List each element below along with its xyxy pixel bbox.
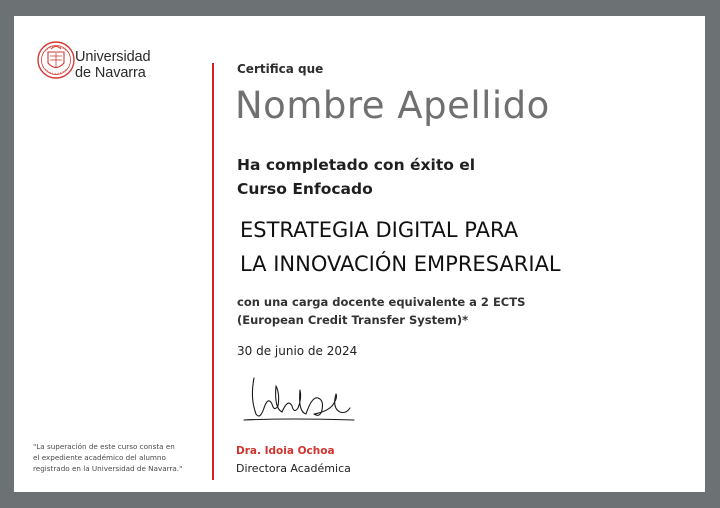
ects-line2: (European Credit Transfer System)* — [237, 313, 469, 327]
ects-statement — [237, 293, 525, 329]
recipient-name: Nombre Apellido — [235, 84, 550, 127]
certificate-sheet — [14, 16, 705, 492]
footnote-line1: "La superación de este curso consta en — [33, 442, 175, 451]
completion-line2: Curso Enfocado — [237, 180, 373, 198]
university-name-line1: Universidad — [75, 49, 151, 65]
footnote — [33, 441, 208, 474]
signatory-name: Dra. Idoia Ochoa — [236, 445, 335, 457]
course-title-line2: LA INNOVACIÓN EMPRESARIAL — [240, 252, 561, 276]
signatory-title: Directora Académica — [236, 462, 351, 475]
footnote-line2: el expediente académico del alumno — [33, 453, 166, 462]
vertical-red-divider — [212, 63, 214, 480]
issue-date: 30 de junio de 2024 — [237, 344, 358, 358]
completion-line1: Ha completado con éxito el — [237, 156, 476, 174]
university-name-line2: de Navarra — [75, 65, 146, 81]
ects-line1: con una carga docente equivalente a 2 ECTS — [237, 295, 526, 309]
course-title — [240, 213, 561, 281]
completion-statement — [237, 153, 475, 201]
certifies-label: Certifica que — [237, 62, 324, 76]
footnote-line3: registrado en la Universidad de Navarra." — [33, 464, 183, 473]
university-name — [75, 49, 150, 81]
handwritten-signature — [242, 368, 357, 428]
course-title-line1: ESTRATEGIA DIGITAL PARA — [240, 218, 519, 242]
